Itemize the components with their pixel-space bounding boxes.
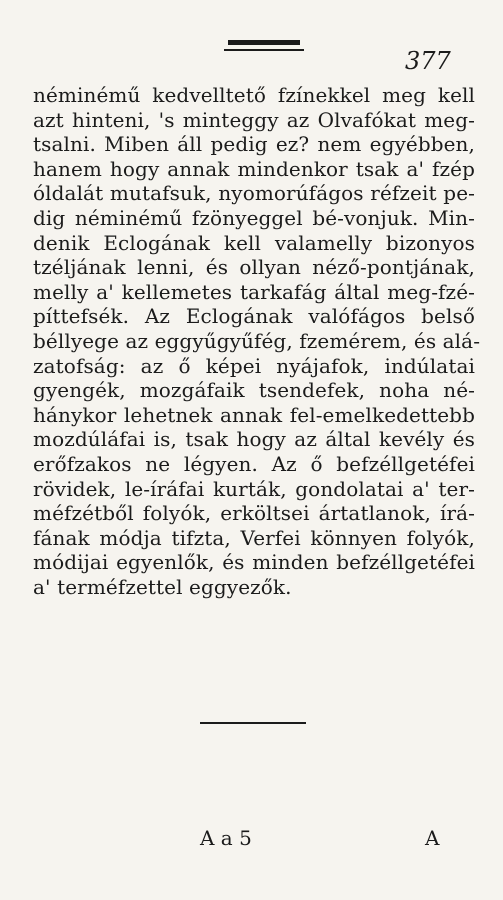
text-line: rövidek, le-íráfai kurták, gondolatai a' ter- [33, 476, 475, 501]
text-line: dig néminémű fzönyeggel bé-vonjuk. Min- [33, 205, 475, 230]
header-rule-thin [224, 49, 304, 51]
catchword: A [425, 826, 440, 850]
text-line: néminémű kedvelltető fzínekkel meg kell [33, 83, 475, 107]
header-rule-thick [228, 40, 300, 45]
text-line: béllyege az eggyűgyűfég, fzemérem, és alá- [33, 328, 481, 353]
page-number: 377 [405, 47, 451, 75]
signature-mark: A a 5 [200, 826, 252, 850]
text-line: tsalni. Miben áll pedig ez? nem egyébben, [33, 132, 475, 157]
text-line: denik Eclogának kell valamelly bizonyos [33, 230, 475, 255]
text-line: gyengék, mozgáfaik tsendefek, noha né- [33, 378, 475, 403]
text-line: mozdúláfai is, tsak hogy az által kevély és [33, 427, 475, 452]
text-line: melly a' kellemetes tarkafág által meg-fzé- [33, 279, 475, 304]
text-line: tzéljának lenni, és ollyan néző-pontjának, [33, 255, 475, 280]
text-line: azt hinteni, 's minteggy az Olvafókat meg- [33, 107, 475, 132]
text-line: hanem hogy annak mindenkor tsak a' fzép [33, 156, 475, 181]
body-text [33, 83, 481, 599]
text-line: zatofság: az ő képei nyájafok, indúlatai [33, 353, 475, 378]
text-line: erőfzakos ne légyen. Az ő befzéllgetéfei [33, 451, 475, 476]
footer-rule [200, 722, 306, 724]
text-line: méfzétből folyók, erköltsei ártatlanok, írá- [33, 501, 475, 526]
text-line: óldalát mutafsuk, nyomorúfágos réfzeit pe- [33, 181, 475, 206]
text-line: hánykor lehetnek annak fel-emelkedettebb [33, 402, 475, 427]
text-line: fának módja tifzta, Verfei könnyen folyók, [33, 525, 475, 550]
text-line: píttefsék. Az Eclogának valófágos belső [33, 304, 475, 329]
text-line: módijai egyenlők, és minden befzéllgetéfei [33, 550, 475, 575]
text-line: a' terméfzettel eggyezők. [33, 574, 292, 599]
